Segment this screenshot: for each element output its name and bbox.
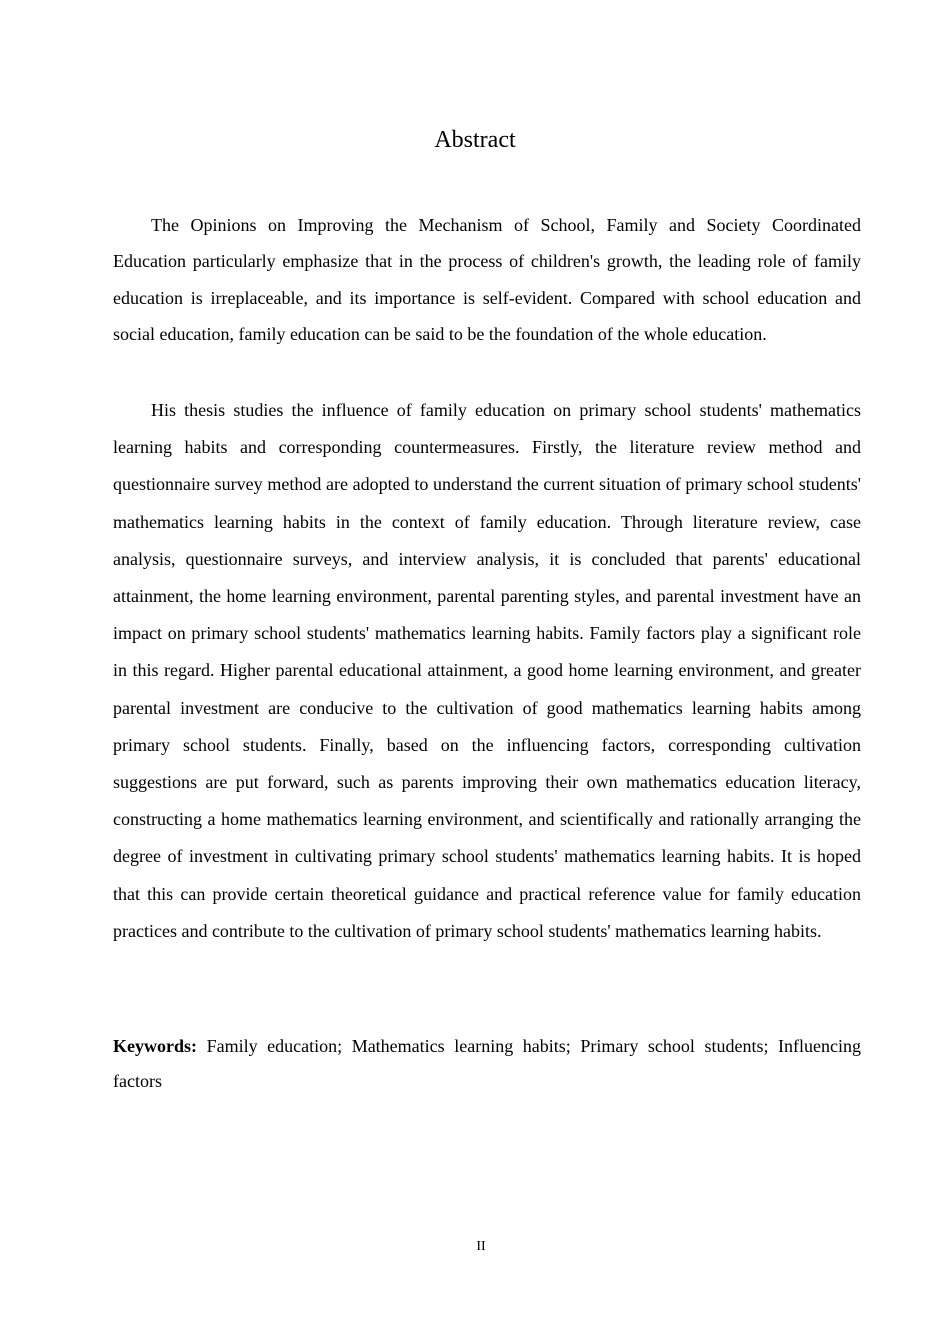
keywords-line: [113, 1029, 861, 1099]
abstract-title: Abstract: [434, 127, 516, 153]
keywords-text: Family education; Mathematics learning habits; Primary school students; Influencing factors: [113, 1036, 862, 1091]
page-number: II: [476, 1239, 486, 1254]
keywords-label: Keywords:: [113, 1036, 197, 1056]
abstract-paragraph-2: His thesis studies the influence of family education on primary school students' mathematics learning habits and corresponding countermeasures. Firstly, the literature review method and questionnaire survey method are adopted to understand the current situation of primary school students' mathematics learning habits in the context of family education. Through literature review, case analysis, questionnaire surveys, and interview analysis, it is concluded that parents' educational attainment, the home learning environment, parental parenting styles, and parental investment have an impact on primary school students' mathematics learning habits. Family factors play a significant role in this regard. Higher parental educational attainment, a good home learning environment, and greater parental investment are conducive to the cultivation of good mathematics learning habits among primary school students. Finally, based on the influencing factors, corresponding cultivation suggestions are put forward, such as parents improving their own mathematics education literacy, constructing a home mathematics learning environment, and scientifically and rationally arranging the degree of investment in cultivating primary school students' mathematics learning habits. It is hoped that this can provide certain theoretical guidance and practical reference value for family education practices and contribute to the cultivation of primary school students' mathematics learning habits.: [113, 400, 861, 941]
abstract-paragraph-1: The Opinions on Improving the Mechanism of School, Family and Society Coordinated Education particularly emphasize that in the process of children's growth, the leading role of family education is irreplaceable, and its importance is self-evident. Compared with school education and social education, family education can be said to be the foundation of the whole education.: [113, 215, 861, 344]
